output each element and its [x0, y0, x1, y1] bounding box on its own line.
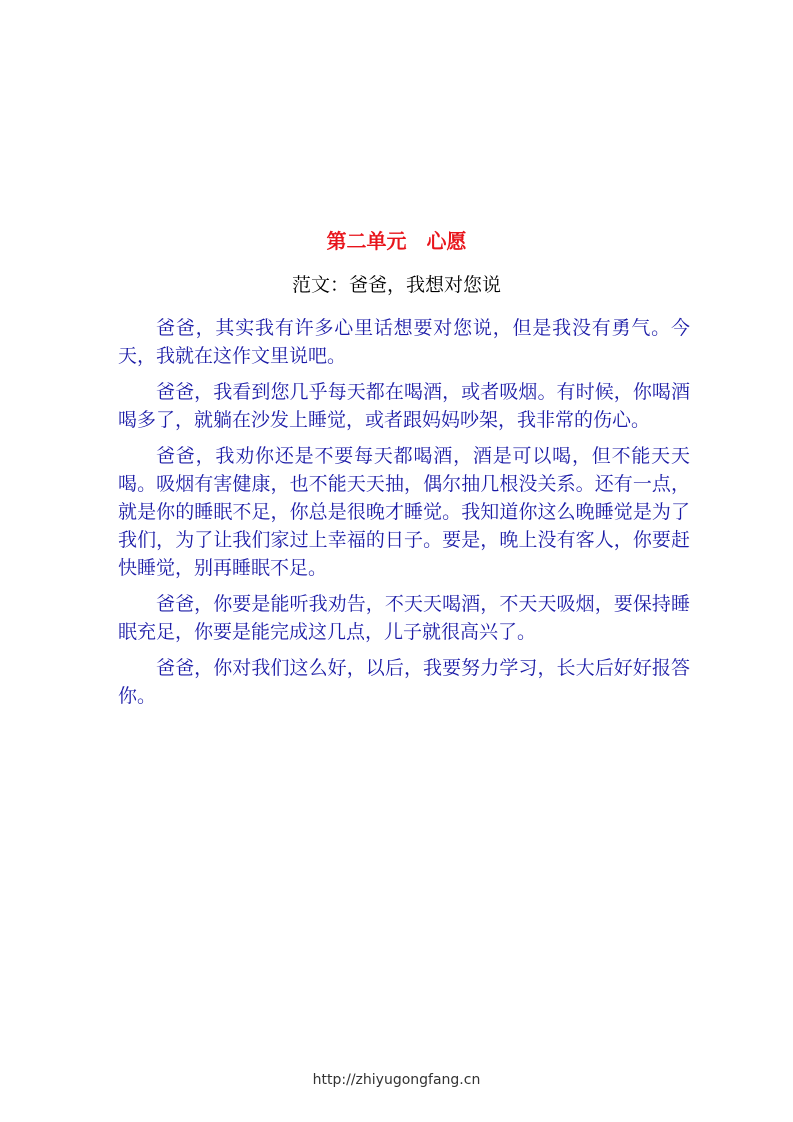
footer-url: http://zhiyugongfang.cn — [312, 1072, 481, 1088]
essay-title: 范文：爸爸，我想对您说 — [291, 274, 501, 296]
paragraph-2: 爸爸，我看到您几乎每天都在喝酒，或者吸烟。有时候，你喝酒喝多了，就躺在沙发上睡觉，或者跟妈妈吵架，我非常的伤心。 — [118, 381, 690, 431]
unit-title: 第二单元 心愿 — [326, 229, 467, 253]
paragraph-1: 爸爸，其实我有许多心里话想要对您说，但是我没有勇气。今天，我就在这作文里说吧。 — [118, 317, 690, 367]
paragraph-5: 爸爸，你对我们这么好，以后，我要努力学习，长大后好好报答你。 — [118, 657, 690, 707]
paragraph-4: 爸爸，你要是能听我劝告，不天天喝酒，不天天吸烟，要保持睡眠充足，你要是能完成这几点，儿子就很高兴了。 — [118, 593, 690, 643]
essay-body — [118, 314, 690, 718]
paragraph-3: 爸爸，我劝你还是不要每天都喝酒，酒是可以喝，但不能天天喝。吸烟有害健康，也不能天天抽，偶尔抽几根没关系。还有一点，就是你的睡眠不足，你总是很晚才睡觉。我知道你这么晚睡觉是为了我们，为了让我们家过上幸福的日子。要是，晚上没有客人，你要赶快睡觉，别再睡眠不足。 — [118, 445, 690, 579]
